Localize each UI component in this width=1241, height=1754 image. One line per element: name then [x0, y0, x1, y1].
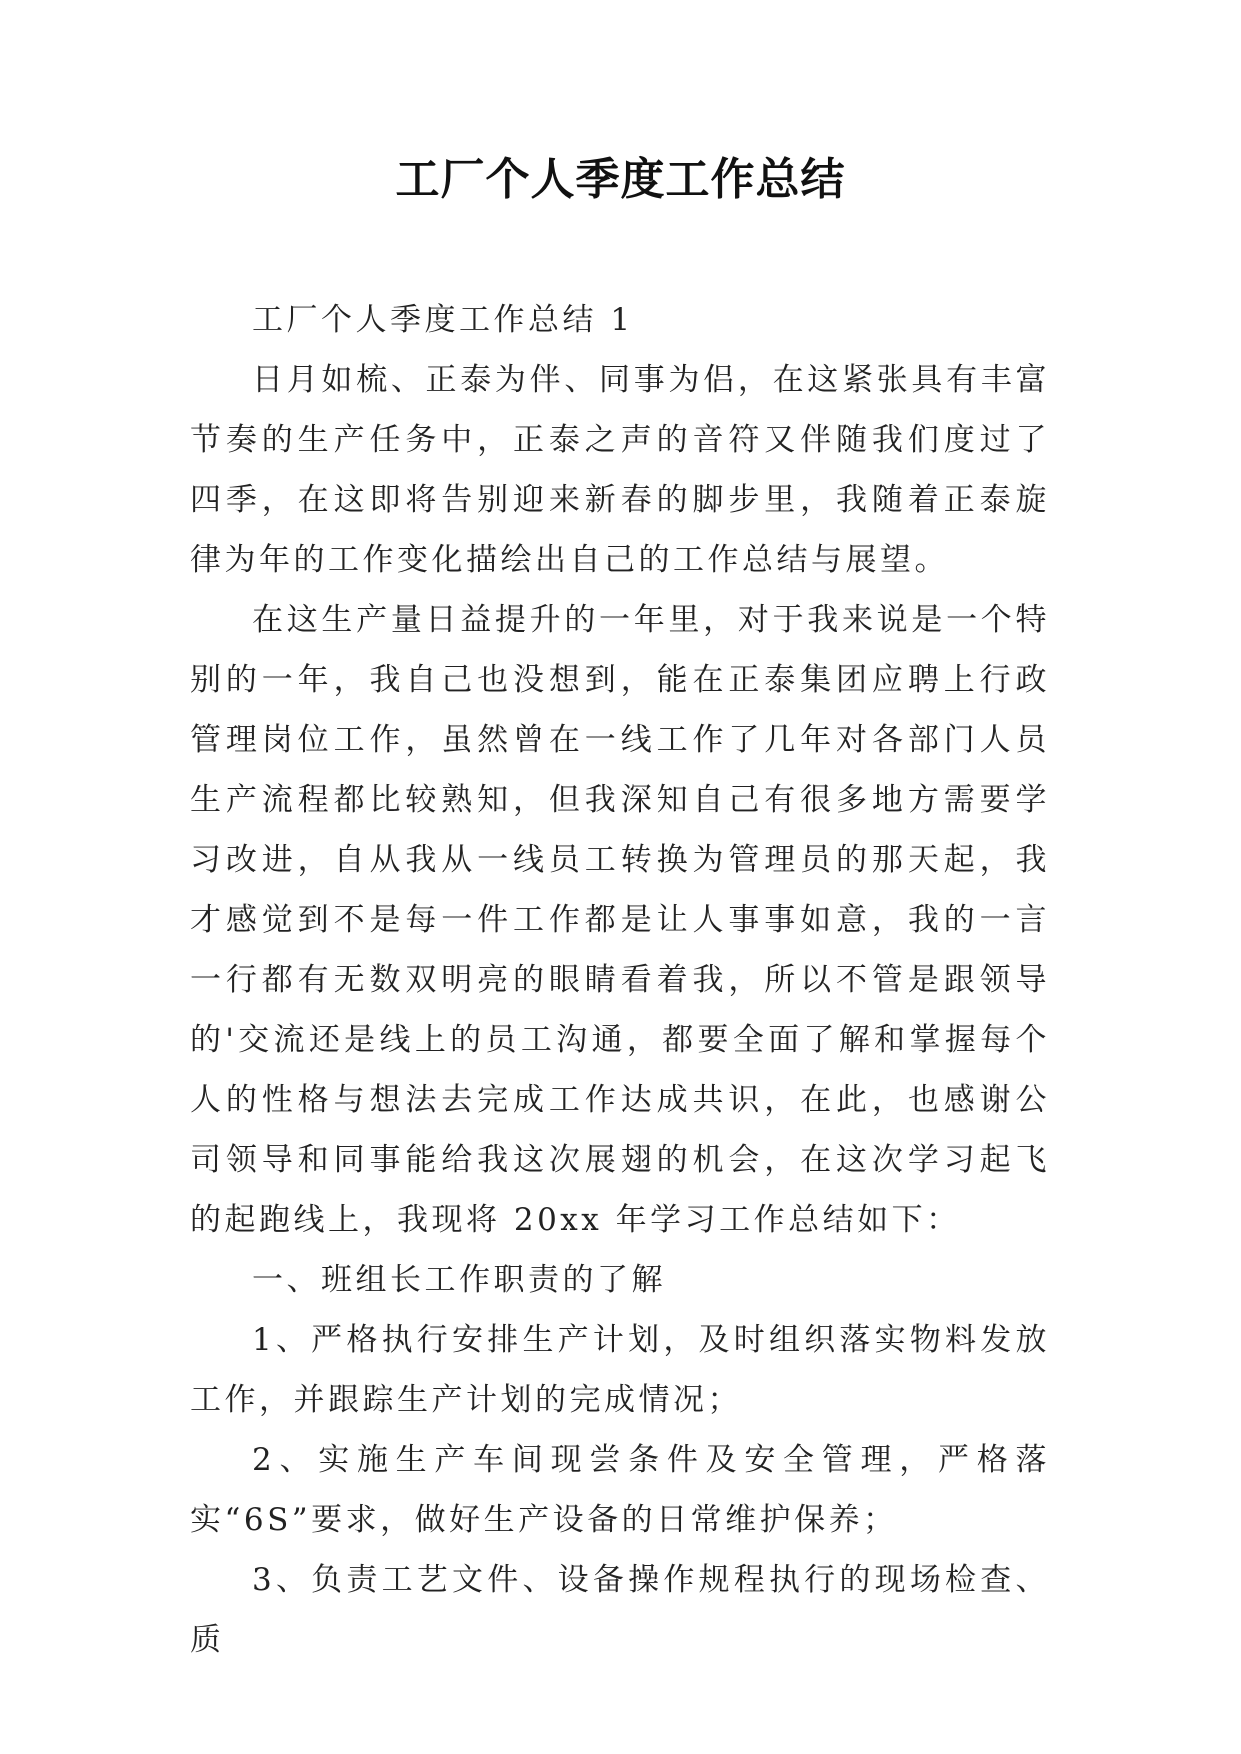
list-item: 1、严格执行安排生产计划，及时组织落实物料发放工作，并跟踪生产计划的完成情况； — [190, 1322, 1050, 1418]
subsection-heading: 一、班组长工作职责的了解 — [252, 1262, 666, 1298]
list-item: 3、负责工艺文件、设备操作规程执行的现场检查、质 — [190, 1562, 1050, 1658]
paragraph: 在这生产量日益提升的一年里，对于我来说是一个特别的一年，我自己也没想到，能在正泰集团应聘上行政管理岗位工作，虽然曾在一线工作了几年对各部门人员生产流程都比较熟知，但我深知自己有很多地方需要学习改进，自从我从一线员工转换为管理员的那天起，我才感觉到不是每一件工作都是让人事事如意，我的一言一行都有无数双明亮的眼睛看着我，所以不管是跟领导的'交流还是线上的员工沟通，都要全面了解和掌握每个人的性格与想法去完成工作达成共识，在此，也感谢公司领导和同事能给我这次展翅的机会，在这次学习起飞的起跑线上，我现将 20xx 年学习工作总结如下： — [190, 602, 1050, 1238]
paragraph: 日月如梳、正泰为伴、同事为侣，在这紧张具有丰富节奏的生产任务中，正泰之声的音符又伴随我们度过了四季，在这即将告别迎来新春的脚步里，我随着正泰旋律为年的工作变化描绘出自己的工作总结与展望。 — [190, 362, 1050, 578]
list-item: 2、实施生产车间现尝条件及安全管理，严格落实“6S”要求，做好生产设备的日常维护保养； — [190, 1442, 1050, 1538]
document-title: 工厂个人季度工作总结 — [395, 154, 846, 205]
section-heading: 工厂个人季度工作总结 1 — [252, 302, 634, 338]
document-body — [190, 290, 1050, 1670]
